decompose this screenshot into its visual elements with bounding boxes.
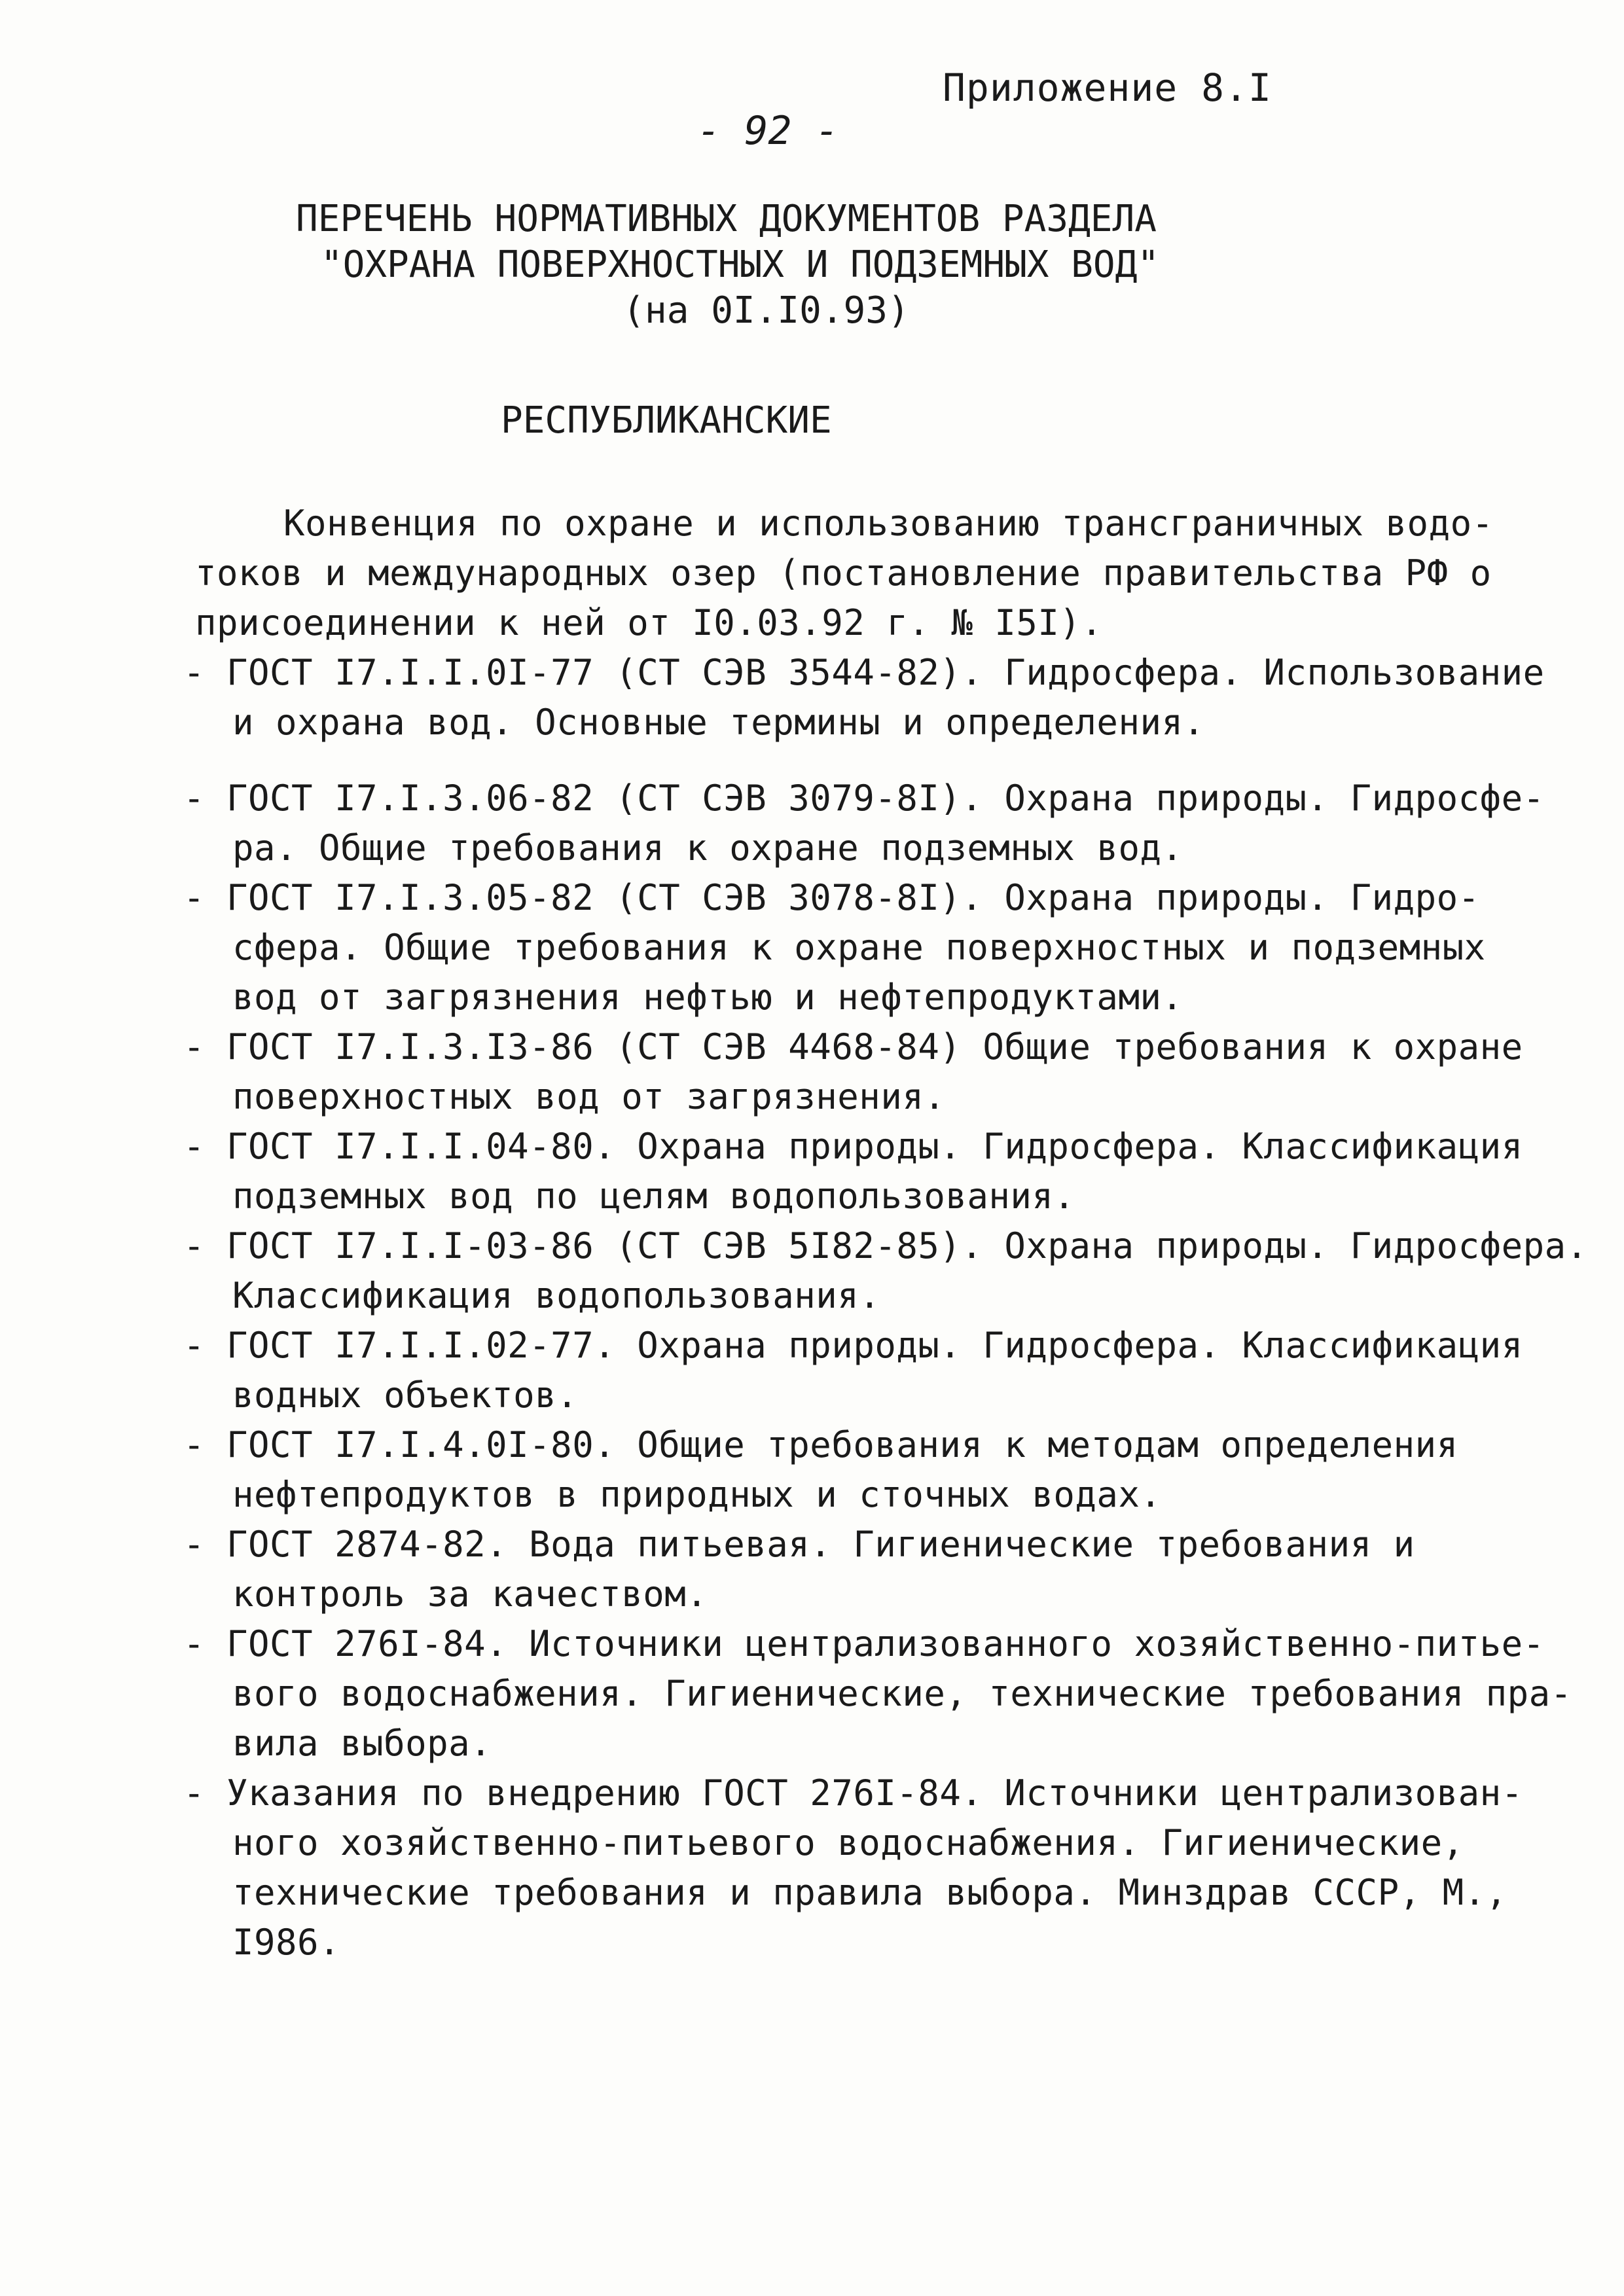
title-line-1: ПЕРЕЧЕНЬ НОРМАТИВНЫХ ДОКУМЕНТОВ РАЗДЕЛА — [296, 198, 1157, 240]
list-item — [183, 873, 1558, 1022]
list-item — [183, 774, 1558, 873]
list-item — [183, 1619, 1572, 1768]
item-line: нефтепродуктов в природных и сточных водах. — [232, 1474, 1162, 1515]
item-line: I986. — [232, 1922, 341, 1963]
list-gap — [183, 747, 1558, 774]
list-item — [183, 1420, 1558, 1520]
item-line: сфера. Общие требования к охране поверхностных и подземных — [232, 927, 1486, 968]
item-line: - ГОСТ 276I-84. Источники централизованного хозяйственно-питье- — [183, 1623, 1545, 1664]
item-line: водных объектов. — [232, 1374, 579, 1416]
item-line: Классификация водопользования. — [232, 1275, 881, 1316]
item-line: и охрана вод. Основные термины и определения. — [232, 702, 1205, 743]
item-line: - Указания по внедрению ГОСТ 276I-84. Источники централизован- — [183, 1772, 1523, 1814]
list-item — [183, 1221, 1588, 1321]
item-line: поверхностных вод от загрязнения. — [232, 1076, 946, 1117]
item-line: - ГОСТ 2874-82. Вода питьевая. Гигиенические требования и — [183, 1524, 1415, 1565]
item-line: технические требования и правила выбора. Минздрав СССР, М., — [232, 1872, 1507, 1913]
list-item — [183, 1520, 1558, 1619]
item-line: ного хозяйственно-питьевого водоснабжения. Гигиенические, — [232, 1822, 1464, 1863]
item-line: - ГОСТ I7.I.4.0I-80. Общие требования к методам определения — [183, 1424, 1458, 1465]
standards-list — [183, 648, 1588, 1967]
item-line: ра. Общие требования к охране подземных вод. — [232, 827, 1183, 869]
page-number: - 92 - — [697, 108, 839, 154]
item-line: подземных вод по целям водопользования. — [232, 1175, 1075, 1217]
item-line: вила выбора. — [232, 1723, 492, 1764]
item-line: вод от загрязнения нефтью и нефтепродуктами. — [232, 977, 1183, 1018]
section-heading: РЕСПУБЛИКАНСКИЕ — [501, 399, 832, 442]
item-line: - ГОСТ I7.I.I-03-86 (СТ СЭВ 5I82-85). Охрана природы. Гидросфера. — [183, 1225, 1588, 1266]
list-item — [183, 1768, 1558, 1967]
convention-line: присоединении к ней от I0.03.92 г. № I5I). — [195, 602, 1103, 643]
appendix-label: Приложение 8.I — [943, 65, 1272, 110]
document-title — [0, 196, 1624, 334]
item-line: - ГОСТ I7.I.I.04-80. Охрана природы. Гидросфера. Классификация — [183, 1126, 1523, 1167]
title-date-line: (на 0I.I0.93) — [623, 289, 910, 332]
item-line: - ГОСТ I7.I.I.02-77. Охрана природы. Гидросфера. Классификация — [183, 1325, 1523, 1366]
item-line: вого водоснабжения. Гигиенические, технические требования пра- — [232, 1673, 1572, 1714]
list-item — [183, 1321, 1558, 1420]
item-line: - ГОСТ I7.I.I.0I-77 (СТ СЭВ 3544-82). Гидросфера. Использование — [183, 652, 1545, 693]
item-line: - ГОСТ I7.I.3.06-82 (СТ СЭВ 3079-8I). Охрана природы. Гидросфе- — [183, 778, 1545, 819]
list-item — [183, 1122, 1558, 1221]
title-line-2: "ОХРАНА ПОВЕРХНОСТНЫХ И ПОДЗЕМНЫХ ВОД" — [320, 243, 1160, 286]
item-line: - ГОСТ I7.I.3.05-82 (СТ СЭВ 3078-8I). Охрана природы. Гидро- — [183, 877, 1480, 918]
convention-paragraph — [195, 499, 1494, 648]
list-item — [183, 1022, 1558, 1122]
item-line: контроль за качеством. — [232, 1573, 708, 1615]
convention-line: Конвенция по охране и использованию трансграничных водо- — [283, 503, 1494, 544]
list-item — [183, 648, 1558, 747]
item-line: - ГОСТ I7.I.3.I3-86 (СТ СЭВ 4468-84) Общие требования к охране — [183, 1026, 1523, 1067]
convention-line: токов и международных озер (постановление правительства РФ о — [195, 552, 1492, 594]
